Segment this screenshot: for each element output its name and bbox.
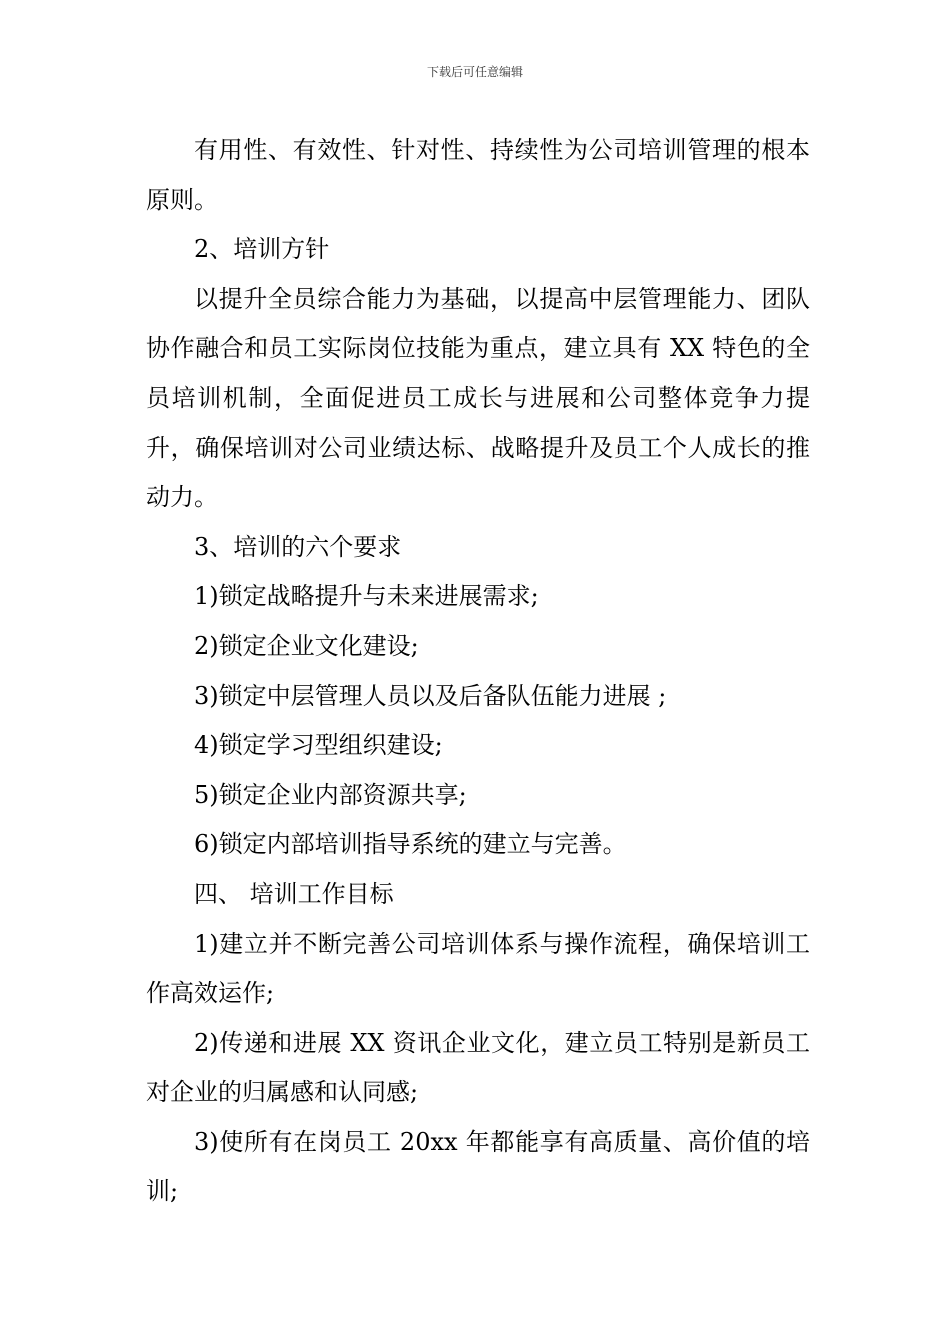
list-item-goal-1: 1)建立并不断完善公司培训体系与操作流程，确保培训工作高效运作; xyxy=(146,929,810,1008)
list-item-requirement-1: 1)锁定战略提升与未来进展需求; xyxy=(194,582,539,611)
heading-training-policy: 2、培训方针 xyxy=(194,235,330,264)
list-item-requirement-2: 2)锁定企业文化建设; xyxy=(194,631,419,660)
list-item-goal-3: 3)使所有在岗员工 20xx 年都能享有高质量、高价值的培训; xyxy=(146,1127,810,1206)
paragraph-training-policy: 以提升全员综合能力为基础，以提高中层管理能力、团队协作融合和员工实际岗位技能为重点，建立具有 XX 特色的全员培训机制，全面促进员工成长与进展和公司整体竞争力提升，确保培训对公司业绩达标、战略提升及员工个人成长的推动力。 xyxy=(146,284,810,512)
list-item-requirement-6: 6)锁定内部培训指导系统的建立与完善。 xyxy=(194,830,627,859)
list-item-requirement-3: 3)锁定中层管理人员以及后备队伍能力进展 ; xyxy=(194,681,667,710)
document-body xyxy=(146,126,810,1217)
heading-six-requirements: 3、培训的六个要求 xyxy=(194,532,402,561)
paragraph-principle: 有用性、有效性、针对性、持续性为公司培训管理的根本原则。 xyxy=(146,136,810,214)
heading-training-goals: 四、 培训工作目标 xyxy=(194,879,394,908)
list-item-goal-2: 2)传递和进展 XX 资讯企业文化，建立员工特别是新员工对企业的归属感和认同感; xyxy=(146,1028,810,1107)
list-item-requirement-5: 5)锁定企业内部资源共享; xyxy=(194,780,467,809)
page-header: 下载后可任意编辑 xyxy=(426,65,523,79)
list-item-requirement-4: 4)锁定学习型组织建设; xyxy=(194,731,443,760)
